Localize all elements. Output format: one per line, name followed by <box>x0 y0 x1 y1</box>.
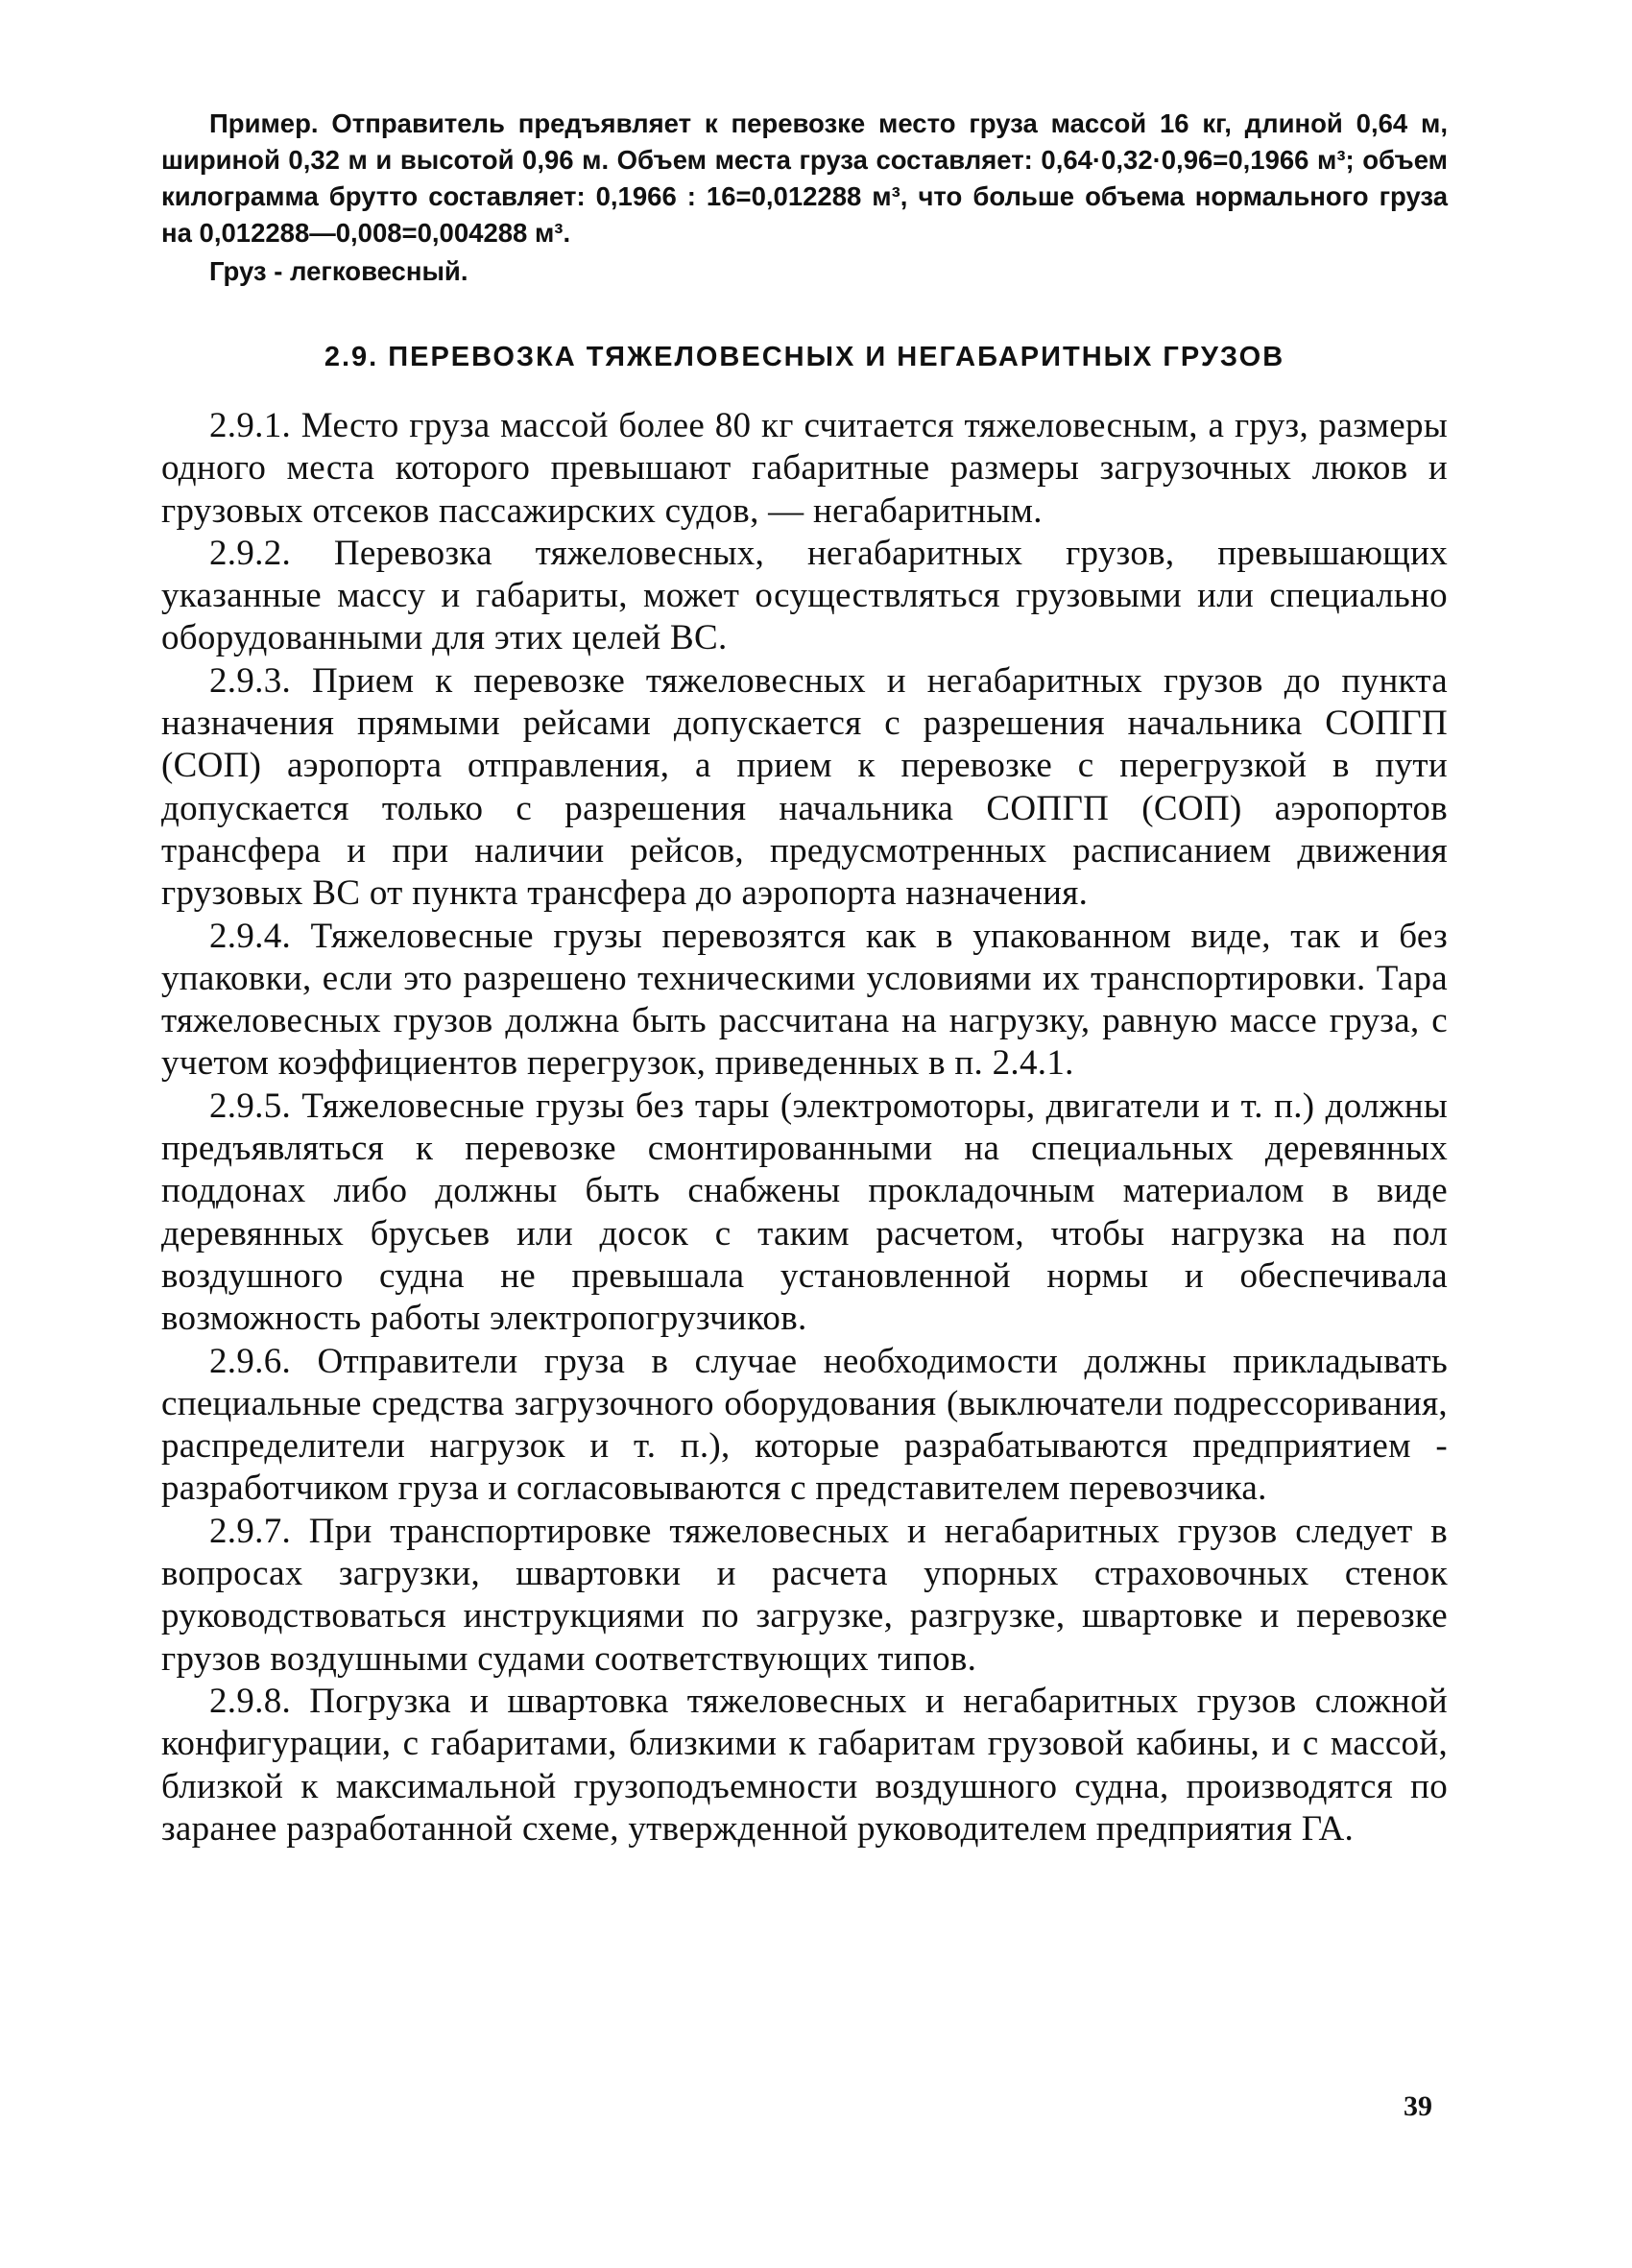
paragraph-2-9-3: 2.9.3. Прием к перевозке тяжеловесных и негабаритных грузов до пункта назначения прямыми рейсами допускается с разрешения начальника СОПГП (СОП) аэропорта отправления, а прием к перевозке с перегрузкой в пути допускается только с разрешения начальника СОПГП (СОП) аэропортов трансфера и при наличии рейсов, предусмотренных расписанием движения грузовых ВС от пункта трансфера до аэропорта назначения. <box>161 660 1448 914</box>
paragraph-2-9-4: 2.9.4. Тяжеловесные грузы перевозятся как в упакованном виде, так и без упаковки, если это разрешено техническими условиями их транспортировки. Тара тяжеловесных грузов должна быть рассчитана на нагрузку, равную массе груза, с учетом коэффициентов перегрузок, приведенных в п. 2.4.1. <box>161 916 1448 1084</box>
paragraph-2-9-1: 2.9.1. Место груза массой более 80 кг считается тяжеловесным, а груз, размеры одного места которого превышают габаритные размеры загрузочных люков и грузовых отсеков пассажирских судов, — негабаритным. <box>161 406 1448 531</box>
paragraph-2-9-8: 2.9.8. Погрузка и швартовка тяжеловесных и негабаритных грузов сложной конфигурации, с габаритами, близкими к габаритам грузовой кабины, и с массой, близкой к максимальной грузоподъемности воздушного судна, производятся по заранее разработанной схеме, утвержденной руководителем предприятия ГА. <box>161 1681 1448 1849</box>
document-page <box>161 106 1448 1850</box>
example-block <box>161 106 1448 251</box>
page-number: 39 <box>1404 2090 1432 2122</box>
paragraph-2-9-2: 2.9.2. Перевозка тяжеловесных, негабаритных грузов, превышающих указанные массу и габариты, может осуществляться грузовыми или специально оборудованными для этих целей ВС. <box>161 533 1448 658</box>
example-text: Пример. Отправитель предъявляет к перевозке место груза массой 16 кг, длиной 0,64 м, шириной 0,32 м и высотой 0,96 м. Объем места груза составляет: 0,64·0,32·0,96=0,1966 м³; объем килограмма брутто составляет: 0,1966 : 16=0,012288 м³, что больше объема нормального груза на 0,012288—0,008=0,004288 м³. <box>161 108 1448 248</box>
paragraph-2-9-6: 2.9.6. Отправители груза в случае необходимости должны прикладывать специальные средства загрузочного оборудования (выключатели подрессоривания, распределители нагрузок и т. п.), которые разрабатываются предприятием - разработчиком груза и согласовываются с представителем перевозчика. <box>161 1341 1448 1509</box>
paragraph-2-9-5: 2.9.5. Тяжеловесные грузы без тары (электромоторы, двигатели и т. п.) должны предъявляться к перевозке смонтированными на специальных деревянных поддонах либо должны быть снабжены прокладочным материалом в виде деревянных брусьев или досок с таким расчетом, чтобы нагрузка на пол воздушного судна не превышала установленной нормы и обеспечивала возможность работы электропогрузчиков. <box>161 1086 1448 1339</box>
paragraph-2-9-7: 2.9.7. При транспортировке тяжеловесных и негабаритных грузов следует в вопросах загрузки, швартовки и расчета упорных страховочных стенок руководствоваться инструкциями по загрузке, разгрузке, швартовке и перевозке грузов воздушными судами соответствующих типов. <box>161 1511 1448 1679</box>
example-result: Груз - легковесный. <box>209 256 468 286</box>
section-heading: 2.9. ПЕРЕВОЗКА ТЯЖЕЛОВЕСНЫХ И НЕГАБАРИТНЫХ ГРУЗОВ <box>324 342 1285 372</box>
